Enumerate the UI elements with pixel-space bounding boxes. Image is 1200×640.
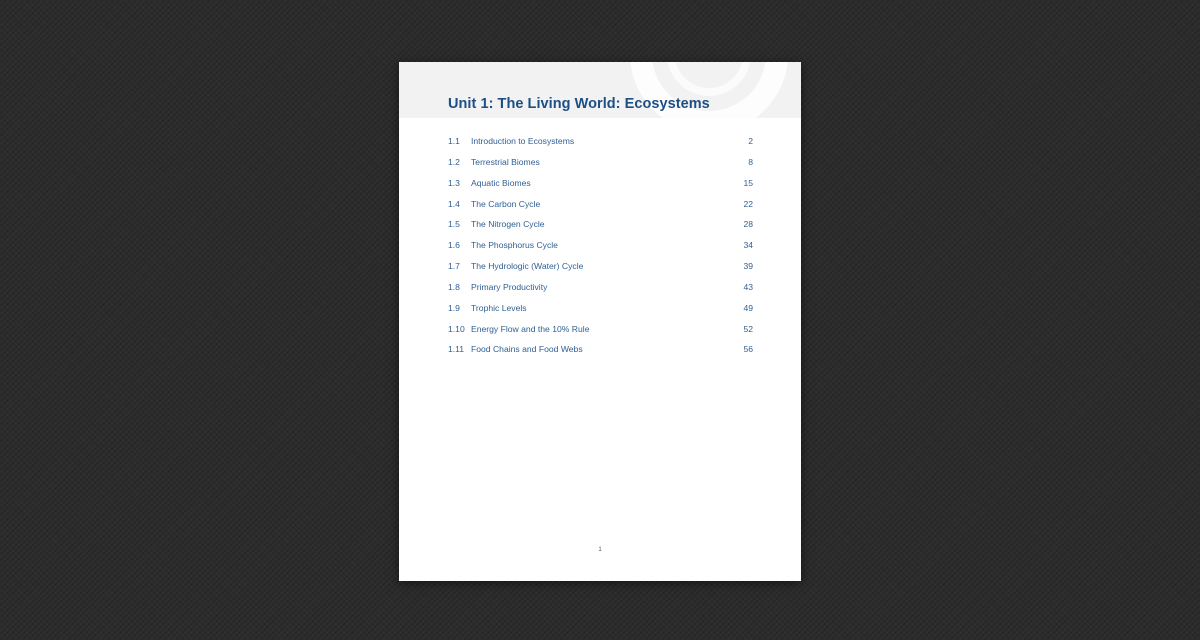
toc-entry-number: 1.2	[448, 156, 460, 167]
toc-entry-label[interactable]: The Carbon Cycle	[471, 198, 541, 209]
toc-entry-page[interactable]: 52	[743, 323, 753, 334]
toc-entry-page[interactable]: 43	[743, 281, 753, 292]
toc-entry-label[interactable]: Aquatic Biomes	[471, 177, 531, 188]
toc-entry-page[interactable]: 28	[743, 219, 753, 230]
toc-entry[interactable]	[448, 219, 753, 240]
page-title: Unit 1: The Living World: Ecosystems	[448, 96, 710, 112]
toc-entry-label[interactable]: Trophic Levels	[471, 302, 527, 313]
toc-entry-label[interactable]: Energy Flow and the 10% Rule	[471, 323, 590, 334]
toc-entry[interactable]	[448, 240, 753, 261]
toc-entry-page[interactable]: 22	[743, 198, 753, 209]
toc-entry-page[interactable]: 56	[743, 344, 753, 355]
page-number: 1	[598, 547, 602, 553]
toc-entry-label[interactable]: The Hydrologic (Water) Cycle	[471, 261, 584, 272]
toc-entry-label[interactable]: Introduction to Ecosystems	[471, 136, 575, 146]
toc-entry-label[interactable]: Food Chains and Food Webs	[471, 344, 583, 355]
toc-entry[interactable]	[448, 157, 753, 178]
toc-entry-number: 1.11	[448, 344, 465, 355]
toc-entry-page[interactable]: 2	[748, 136, 753, 146]
toc-entry[interactable]	[448, 261, 753, 282]
toc-entry-page[interactable]: 49	[743, 302, 753, 313]
toc-entry-number: 1.1	[448, 136, 460, 146]
toc-entry-number: 1.9	[448, 302, 460, 313]
toc-entry-number: 1.5	[448, 219, 460, 230]
toc-entry[interactable]	[448, 282, 753, 303]
toc-entry-page[interactable]: 15	[743, 177, 753, 188]
toc-entry[interactable]	[448, 344, 753, 365]
toc-entry[interactable]	[448, 199, 753, 220]
toc-entry-label[interactable]: The Nitrogen Cycle	[471, 219, 545, 230]
toc-entry-number: 1.4	[448, 198, 460, 209]
toc-entry-number: 1.3	[448, 177, 460, 188]
toc-entry-number: 1.7	[448, 261, 460, 272]
table-of-contents	[448, 136, 753, 365]
toc-entry-label[interactable]: The Phosphorus Cycle	[471, 240, 558, 251]
document-page	[399, 62, 801, 581]
toc-entry-page[interactable]: 34	[743, 240, 753, 251]
toc-entry-page[interactable]: 39	[743, 261, 753, 272]
toc-entry[interactable]	[448, 324, 753, 345]
toc-entry-number: 1.6	[448, 240, 460, 251]
toc-entry[interactable]	[448, 303, 753, 324]
toc-entry[interactable]	[448, 136, 753, 157]
toc-entry-label[interactable]: Terrestrial Biomes	[471, 156, 540, 167]
toc-entry-number: 1.10	[448, 323, 465, 334]
toc-entry-number: 1.8	[448, 281, 460, 292]
toc-entry-label[interactable]: Primary Productivity	[471, 281, 548, 292]
toc-entry[interactable]	[448, 178, 753, 199]
toc-entry-page[interactable]: 8	[748, 156, 753, 167]
